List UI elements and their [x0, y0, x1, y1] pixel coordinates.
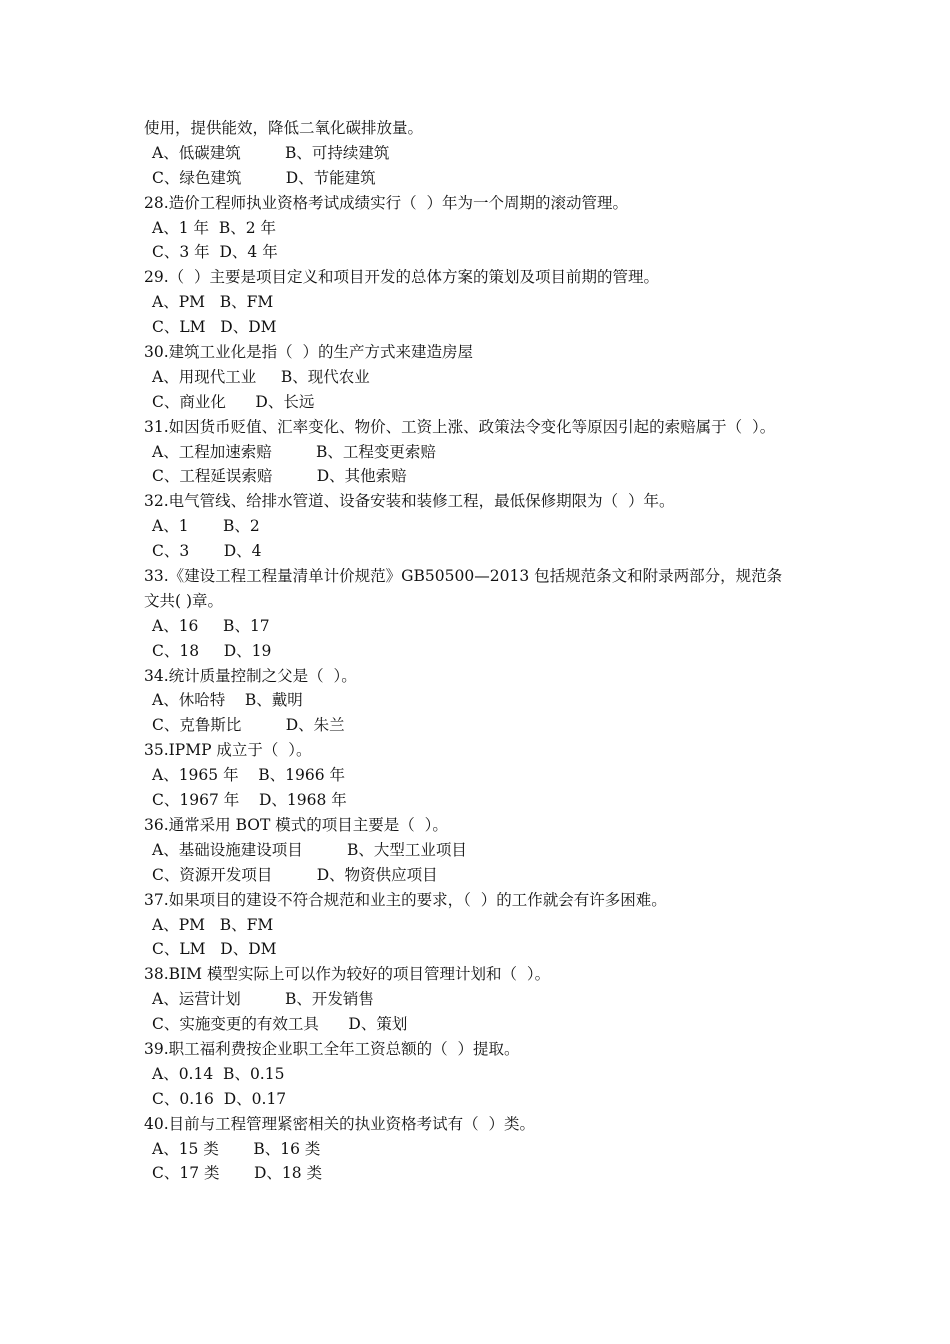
option-line: C、LM D、DM: [152, 940, 277, 959]
question-line: 29.（ ）主要是项目定义和项目开发的总体方案的策划及项目前期的管理。: [144, 268, 660, 287]
question-line: 35.IPMP 成立于（ ）。: [144, 741, 312, 760]
question-line: 36.通常采用 BOT 模式的项目主要是（ ）。: [144, 815, 448, 834]
option-line: A、用现代工业 B、现代农业: [152, 367, 370, 386]
option-line: C、LM D、DM: [152, 318, 277, 337]
option-line: C、商业化 D、长远: [152, 392, 315, 411]
question-line: 39.职工福利费按企业职工全年工资总额的（ ）提取。: [144, 1039, 520, 1058]
option-line: A、运营计划 B、开发销售: [152, 990, 374, 1009]
option-line: A、基础设施建设项目 B、大型工业项目: [152, 840, 467, 859]
option-line: A、16 B、17: [152, 616, 270, 635]
option-line: C、工程延误索赔 D、其他索赔: [152, 467, 407, 486]
option-line: C、17 类 D、18 类: [152, 1164, 323, 1183]
option-line: A、1 年 B、2 年: [152, 218, 277, 237]
question-line: 33.《建设工程工程量清单计价规范》GB50500—2013 包括规范条文和附录两部分，规范条: [144, 567, 783, 586]
question-list: [144, 116, 824, 1186]
option-line: C、3 D、4: [152, 542, 262, 561]
question-line: 30.建筑工业化是指（ ）的生产方式来建造房屋: [144, 343, 474, 362]
option-line: C、绿色建筑 D、节能建筑: [152, 168, 376, 187]
question-line: 28.造价工程师执业资格考试成绩实行（ ）年为一个周期的滚动管理。: [144, 193, 629, 212]
option-line: A、工程加速索赔 B、工程变更索赔: [152, 442, 436, 461]
text-line: 文共( )章。: [144, 591, 224, 610]
question-line: 34.统计质量控制之父是（ ）。: [144, 666, 357, 685]
option-line: A、0.14 B、0.15: [152, 1064, 285, 1083]
option-line: C、0.16 D、0.17: [152, 1089, 287, 1108]
option-line: C、1967 年 D、1968 年: [152, 791, 347, 810]
text-line: 使用，提供能效，降低二氧化碳排放量。: [144, 119, 424, 137]
option-line: C、实施变更的有效工具 D、策划: [152, 1015, 408, 1034]
option-line: A、1 B、2: [152, 517, 260, 536]
option-line: A、休哈特 B、戴明: [152, 691, 303, 710]
question-line: 40.目前与工程管理紧密相关的执业资格考试有（ ）类。: [144, 1114, 536, 1133]
question-line: 38.BIM 模型实际上可以作为较好的项目管理计划和（ ）。: [144, 965, 551, 984]
option-line: C、3 年 D、4 年: [152, 243, 278, 262]
option-line: A、PM B、FM: [152, 915, 274, 934]
option-line: A、低碳建筑 B、可持续建筑: [152, 143, 390, 162]
option-line: A、15 类 B、16 类: [152, 1139, 321, 1158]
option-line: A、PM B、FM: [152, 293, 274, 312]
question-line: 31.如因货币贬值、汇率变化、物价、工资上涨、政策法令变化等原因引起的索赔属于（ ）。: [144, 417, 776, 436]
question-line: 37.如果项目的建设不符合规范和业主的要求，（ ）的工作就会有许多困难。: [144, 890, 667, 909]
option-line: A、1965 年 B、1966 年: [152, 766, 346, 785]
option-line: C、18 D、19: [152, 641, 272, 660]
option-line: C、资源开发项目 D、物资供应项目: [152, 865, 438, 884]
question-line: 32.电气管线、给排水管道、设备安装和装修工程，最低保修期限为（ ）年。: [144, 492, 675, 511]
option-line: C、克鲁斯比 D、朱兰: [152, 716, 345, 735]
